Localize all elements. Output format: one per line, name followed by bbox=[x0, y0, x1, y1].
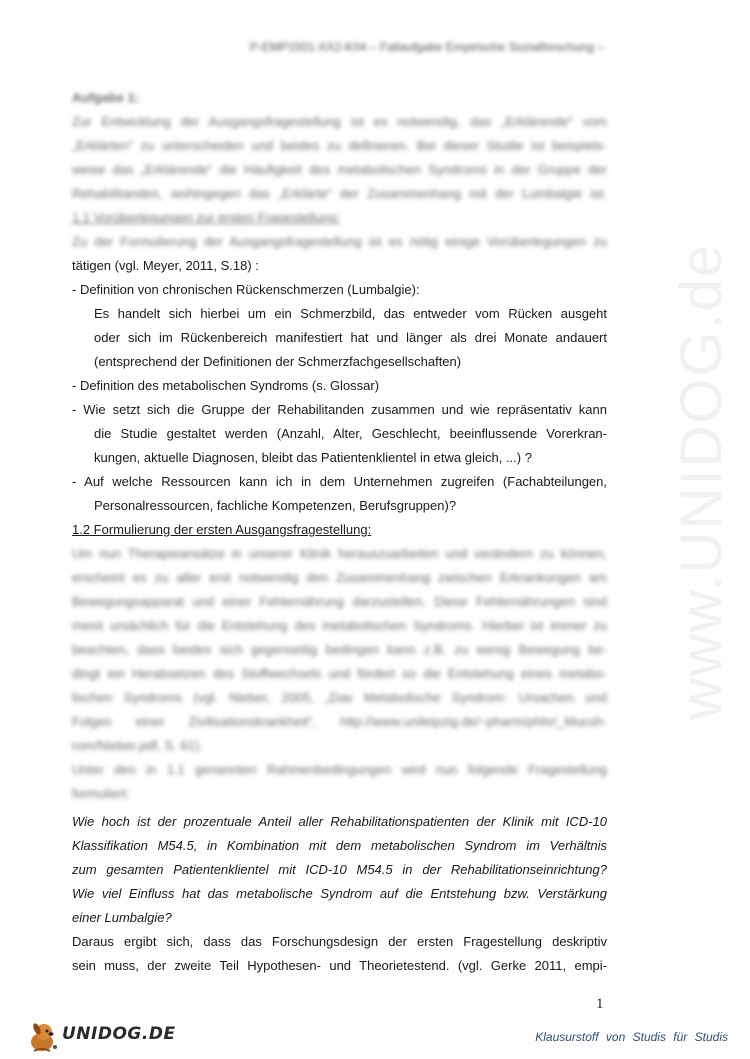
section-1-2-line: Bewegungsapparat und einer Fehlernährung darzustellen. Diese Fehlernährungen sind bbox=[72, 594, 607, 609]
research-question-line: einer Lumbalgie? bbox=[72, 910, 172, 925]
intro-line: weise das „Erklärende“ die Häufigkeit des metabolischen Syndroms in der Gruppe der bbox=[72, 162, 607, 177]
blurred-section-1-2 bbox=[72, 542, 607, 806]
consideration-text: die Studie gestaltet werden (Anzahl, Alter, Geschlecht, beeinflussende Vorerkran- bbox=[94, 426, 607, 441]
section-1-2-heading: 1.2 Formulierung der ersten Ausgangsfragestellung: bbox=[72, 522, 372, 537]
section-1-2-line: meist ursächlich für die Entstehung des metabolischen Syndroms. Hierbei ist immer zu bbox=[72, 618, 607, 633]
running-header: P-EMP1501-XX2-K04 – Fallaufgabe Empirische Sozialforschung – bbox=[249, 40, 604, 54]
research-question-line: Wie viel Einfluss hat das metabolische Syndrom auf die Entstehung bzw. Verstärkung bbox=[72, 886, 607, 901]
section-1-2-line: lischen Syndroms (vgl. Nieber, 2005, „Das Metabolische Syndrom: Ursachen und bbox=[72, 690, 607, 705]
logo-text: UNIDOG.DE bbox=[62, 1024, 176, 1044]
site-watermark: www.UNIDOG.de bbox=[669, 242, 734, 720]
page-number: 1 bbox=[596, 996, 604, 1012]
consideration-item: - Definition des metabolischen Syndroms (s. Glossar) bbox=[72, 378, 380, 393]
section-1-2-line: Unter den in 1.1 genannten Rahmenbedingungen wird nun folgende Fragestellung bbox=[72, 762, 607, 777]
intro-line: Rehabilitanden, wohingegen das „Erklärte“ der Zusammenhang mit der Lumbalgie ist. bbox=[72, 186, 607, 201]
consideration-item: - Auf welche Ressourcen kann ich in dem Unternehmen zugreifen (Fachabteilungen, bbox=[72, 474, 607, 489]
section-1-2-line: beachten, dass beides sich gegenseitig bedingen kann z.B. zu wenig Bewegung be- bbox=[72, 642, 607, 657]
section-1-2-line: formuliert: bbox=[72, 786, 130, 801]
consideration-text: Personalressourcen, fachliche Kompetenzen, Berufsgruppen)? bbox=[94, 498, 457, 513]
consideration-item: - Definition von chronischen Rückenschmerzen (Lumbalgie): bbox=[72, 282, 420, 297]
section-1-2-line: Um nun Therapieansätze in unserer Klinik herauszuarbeiten und verändern zu können, bbox=[72, 546, 607, 561]
dog-mascot-icon bbox=[24, 1020, 60, 1054]
section-1-2-line: dingt ein Herabsetzen des Stoffwechsels und fördert so die Entstehung eines metabo- bbox=[72, 666, 607, 681]
consideration-text: oder sich im Rückenbereich manifestiert hat und länger als drei Monate andauert bbox=[94, 330, 607, 345]
blurred-intro-section bbox=[72, 86, 607, 254]
consideration-text: kungen, aktuelle Diagnosen, bleibt das Patientenklientel in etwa gleich, ...) ? bbox=[94, 450, 532, 465]
conclusion-line: sein muss, der zweite Teil Hypothesen- und Theorietestend. (vgl. Gerke 2011, empi- bbox=[72, 958, 607, 973]
research-question-line: zum gesamten Patientenklientel mit ICD-10 M54.5 in der Rehabilitationseinrichtung? bbox=[72, 862, 607, 877]
section-1-1-heading: 1.1 Vorüberlegungen zur ersten Fragestellung: bbox=[72, 210, 341, 225]
section-1-2-line: rom/Nieber.pdf, S. 61). bbox=[72, 738, 203, 753]
intro-line: „Erklärten“ zu unterscheiden und beides zu definieren. Bei dieser Studie ist beispiels- bbox=[72, 138, 607, 153]
section-1-2-line: erscheint es zu aller erst notwendig den Zusammenhang zwischen Erkrankungen am bbox=[72, 570, 607, 585]
section-1-1-first-line: Zu der Formulierung der Ausgangsfragestellung ist es nötig einige Vorüberlegungen zu bbox=[72, 234, 607, 249]
task-heading: Aufgabe 1: bbox=[72, 90, 140, 105]
intro-line: Zur Entwicklung der Ausgangsfragestellung ist es notwendig, das „Erklärende“ vom bbox=[72, 114, 607, 129]
research-question-line: Klassifikation M54.5, in Kombination mit dem metabolischen Syndrom im Verhältnis bbox=[72, 838, 607, 853]
research-question-line: Wie hoch ist der prozentuale Anteil aller Rehabilitationspatienten der Klinik mit ICD-10 bbox=[72, 814, 607, 829]
footer-tagline: Klausurstoff von Studis für Studis bbox=[535, 1030, 728, 1044]
consideration-text: Es handelt sich hierbei um ein Schmerzbild, das entweder vom Rücken ausgeht bbox=[94, 306, 607, 321]
conclusion-line: Daraus ergibt sich, dass das Forschungsdesign der ersten Fragestellung deskriptiv bbox=[72, 934, 607, 949]
unidog-logo[interactable] bbox=[24, 1020, 184, 1054]
section-1-1-second-line: tätigen (vgl. Meyer, 2011, S.18) : bbox=[72, 258, 259, 273]
consideration-item: - Wie setzt sich die Gruppe der Rehabilitanden zusammen und wie repräsentativ kann bbox=[72, 402, 607, 417]
consideration-text: (entsprechend der Definitionen der Schmerzfachgesellschaften) bbox=[94, 354, 462, 369]
section-1-2-line: Folgen einer Zivilisationskrankheit“, http://www.unileipzig.de/~pharm/phhr/_Mucsh- bbox=[72, 714, 607, 729]
